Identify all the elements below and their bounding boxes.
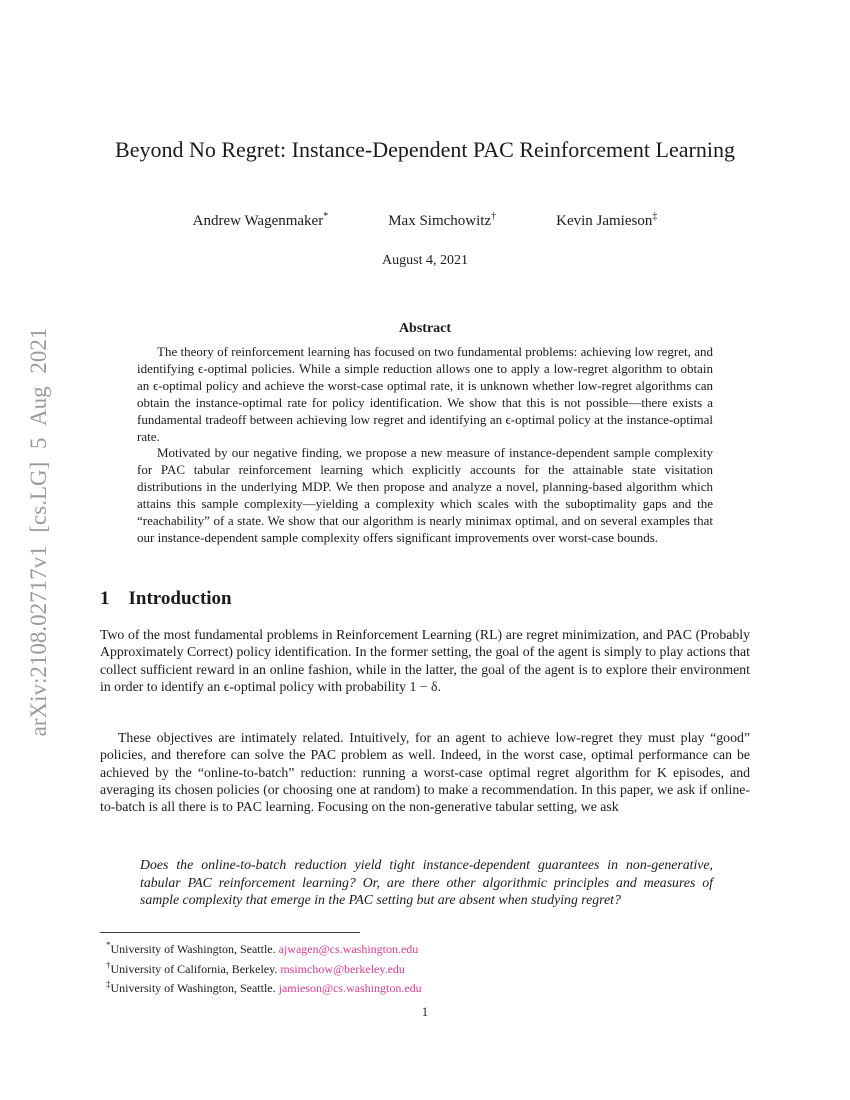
arxiv-stamp: arXiv:2108.02717v1 [cs.LG] 5 Aug 2021 <box>26 327 51 737</box>
author-3-name: Kevin Jamieson <box>556 213 653 229</box>
footnotes <box>100 938 750 997</box>
section-title: Introduction <box>128 588 232 609</box>
footnote-3-affiliation: University of Washington, Seattle. <box>110 981 279 996</box>
footnote-3-mark: ‡ <box>106 979 111 990</box>
abstract-paragraph-2: Motivated by our negative finding, we propose a new measure of instance-dependent sample complexity for PAC tabular reinforcement learning which explicitly accounts for the attainable state visitation distributions in the underlying MDP. We then propose and analyze a novel, planning-based algorithm which attains this sample complexity—yielding a complexity which scales with the suboptimality gaps and the “reachability” of a state. We show that our algorithm is nearly minimax optimal, and on several examples that our instance-dependent sample complexity offers significant improvements over worst-case bounds. <box>137 445 713 545</box>
author-1 <box>193 211 329 230</box>
intro-paragraph-1: Two of the most fundamental problems in Reinforcement Learning (RL) are regret minimization, and PAC (Probably Approximately Correct) policy identification. In the former setting, the goal of the agent is simply to play actions that collect sufficient reward in an online fashion, while in the latter, the goal of the agent is to explore their environment in order to identify an ϵ-optimal policy with probability 1 − δ. <box>100 627 750 694</box>
abstract-body <box>137 344 713 547</box>
author-3 <box>556 211 657 230</box>
author-2-name: Max Simchowitz <box>388 213 492 229</box>
author-2-mark: † <box>491 211 497 222</box>
abstract-heading: Abstract <box>398 321 452 336</box>
footnote-1-email-link[interactable]: ajwagen@cs.washington.edu <box>278 942 419 956</box>
author-1-mark: * <box>323 211 329 222</box>
paper-date: August 4, 2021 <box>382 253 468 268</box>
footnote-2-affiliation: University of California, Berkeley. <box>110 961 281 976</box>
footnote-1-mark: * <box>106 940 111 950</box>
footnote-rule <box>100 932 360 933</box>
footnote-2 <box>100 958 750 978</box>
author-1-name: Andrew Wagenmaker <box>192 213 324 229</box>
authors-row <box>0 211 850 230</box>
footnote-2-mark: † <box>106 959 111 970</box>
footnote-1 <box>100 938 750 958</box>
intro-paragraph-2: These objectives are intimately related. Intuitively, for an agent to achieve low-regret they must play “good” policies, and therefore can solve the PAC problem as well. Indeed, in the worst case, optimal performance can be achieved by the “online-to-batch” reduction: running a worst-case optimal regret algorithm for K episodes, and averaging its chosen policies (or choosing one at random) to make a recommendation. In this paper, we ask if online-to-batch is all there is to PAC learning. Focusing on the non-generative tabular setting, we ask <box>100 730 750 815</box>
paper-title: Beyond No Regret: Instance-Dependent PAC Reinforcement Learning <box>115 137 735 162</box>
author-3-mark: ‡ <box>652 211 658 222</box>
author-2 <box>388 211 496 230</box>
footnote-3 <box>100 977 750 997</box>
section-heading-introduction <box>100 588 232 610</box>
section-number: 1 <box>100 588 110 609</box>
abstract-paragraph-1: The theory of reinforcement learning has focused on two fundamental problems: achieving low regret, and identifying ϵ-optimal policies. While a simple reduction allows one to apply a low-regret algorithm to obtain an ϵ-optimal policy and achieve the worst-case optimal rate, it is unknown whether low-regret algorithms can obtain the instance-optimal rate for policy identification. We show that this is not possible—there exists a fundamental tradeoff between achieving low regret and identifying an ϵ-optimal policy at the instance-optimal rate. <box>137 344 713 444</box>
footnote-1-affiliation: University of Washington, Seattle. <box>110 942 279 956</box>
footnote-2-email-link[interactable]: msimchow@berkeley.edu <box>280 961 405 976</box>
block-quote: Does the online-to-batch reduction yield tight instance-dependent guarantees in non-generative, tabular PAC reinforcement learning? Or, are there other algorithmic principles and measures of sample complexity that emerge in the PAC setting but are absent when studying regret? <box>140 857 713 908</box>
page-number: 1 <box>421 1004 429 1019</box>
footnote-3-email-link[interactable]: jamieson@cs.washington.edu <box>278 981 422 996</box>
